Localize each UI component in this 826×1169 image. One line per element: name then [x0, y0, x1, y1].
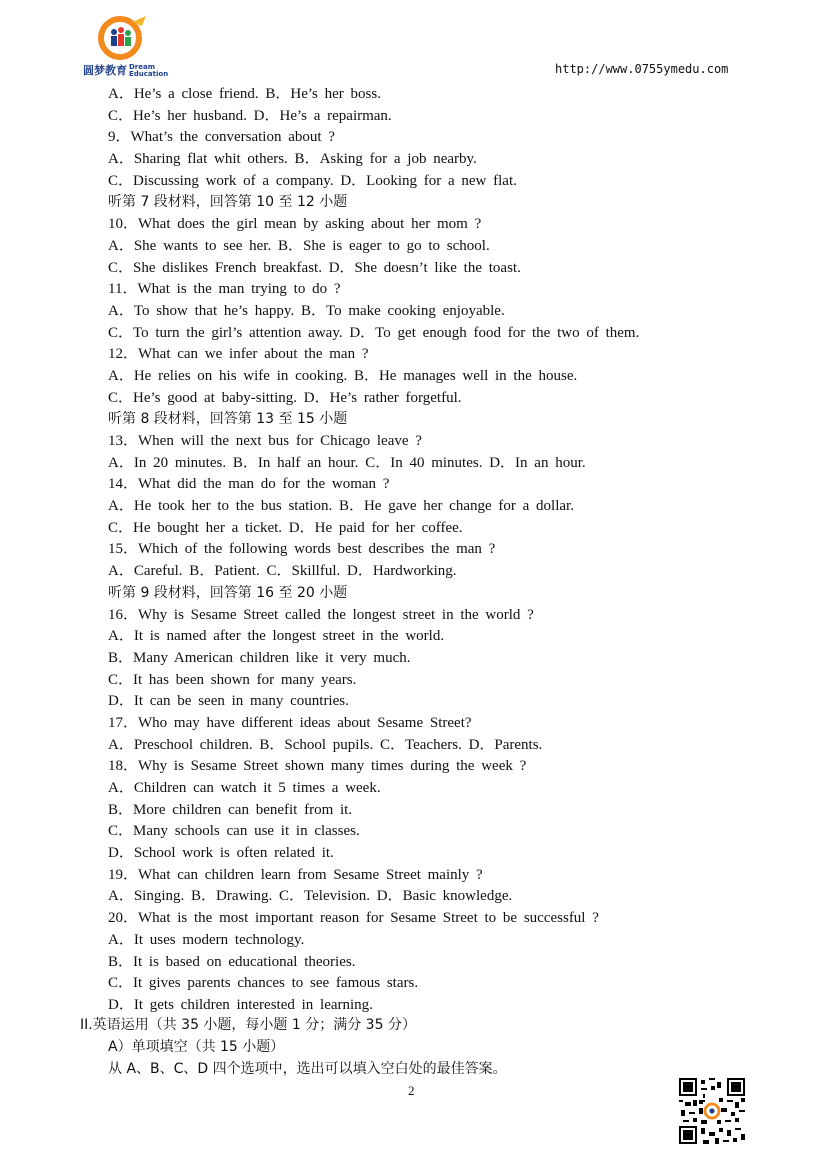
- question-line: 9．What’s the conversation about ?: [108, 129, 335, 146]
- question-line: 13．When will the next bus for Chicago leave ?: [108, 433, 422, 449]
- section-heading: II.英语运用（共 35 小题，每小题 1 分；满分 35 分）: [80, 1017, 416, 1033]
- question-line: A．He took her to the bus station. B．He gave her change for a dollar.: [108, 498, 574, 515]
- question-line: B．It is based on educational theories.: [108, 953, 356, 970]
- question-line: 19．What can children learn from Sesame Street mainly ?: [108, 866, 483, 883]
- question-line: C．It gives parents chances to see famous stars.: [108, 975, 419, 992]
- question-line: C．It has been shown for many years.: [108, 671, 357, 688]
- passage-instruction-line: 听第 7 段材料，回答第 10 至 12 小题: [108, 194, 348, 211]
- question-line: 11．What is the man trying to do ?: [108, 281, 341, 298]
- question-line: A．He’s a close friend. B．He’s her boss.: [108, 86, 381, 102]
- question-line: C．Many schools can use it in classes.: [108, 823, 360, 840]
- question-line: C．He’s good at baby-sitting. D．He’s rather forgetful.: [108, 389, 462, 406]
- question-line: 12．What can we infer about the man ?: [108, 346, 369, 363]
- question-line: 10．What does the girl mean by asking about her mom ?: [108, 216, 482, 233]
- question-line: D．It can be seen in many countries.: [108, 693, 349, 710]
- logo-caption: [83, 62, 168, 78]
- question-line: C．She dislikes French breakfast. D．She doesn’t like the toast.: [108, 259, 521, 276]
- passage-instruction-line: 听第 9 段材料，回答第 16 至 20 小题: [108, 584, 348, 601]
- question-line: B．Many American children like it very much.: [108, 649, 411, 666]
- logo-text: 圆梦教育: [83, 64, 127, 77]
- question-line: A．It uses modern technology.: [108, 931, 305, 948]
- question-line: 16．Why is Sesame Street called the longest street in the world ?: [108, 606, 534, 623]
- question-line: A．He relies on his wife in cooking. B．He manages well in the house.: [108, 367, 578, 384]
- question-line: A．Sharing flat whit others. B．Asking for a job nearby.: [108, 151, 477, 168]
- question-line: 14．What did the man do for the woman ?: [108, 476, 390, 493]
- question-line: C．He’s her husband. D．He’s a repairman.: [108, 107, 392, 124]
- question-line: B．More children can benefit from it.: [108, 801, 353, 818]
- question-line: 15．Which of the following words best describes the man ?: [108, 541, 496, 558]
- question-line: C．He bought her a ticket. D．He paid for her coffee.: [108, 519, 463, 536]
- question-line: A．Singing. B．Drawing. C．Television. D．Basic knowledge.: [108, 888, 513, 905]
- question-line: D．It gets children interested in learning.: [108, 996, 373, 1013]
- question-line: A．It is named after the longest street in the world.: [108, 628, 445, 645]
- question-line: C．To turn the girl’s attention away. D．To get enough food for the two of them.: [108, 324, 640, 341]
- question-line: 20．What is the most important reason for Sesame Street to be successful ?: [108, 910, 599, 927]
- question-line: A．Preschool children. B．School pupils. C．Teachers. D．Parents.: [108, 736, 543, 753]
- question-line: C．Discussing work of a company. D．Looking for a new flat.: [108, 172, 517, 189]
- page-number: 2: [408, 1083, 415, 1098]
- question-line: 17．Who may have different ideas about Sesame Street?: [108, 714, 472, 731]
- question-line: D．School work is often related it.: [108, 845, 334, 862]
- passage-instruction-line: 听第 8 段材料，回答第 13 至 15 小题: [108, 411, 348, 428]
- question-line: 18．Why is Sesame Street shown many times during the week ?: [108, 758, 527, 775]
- question-line: A．She wants to see her. B．She is eager to go to school.: [108, 237, 490, 254]
- logo-english: Dream Education: [129, 63, 169, 78]
- qr-code-icon: [679, 1078, 745, 1144]
- header-url: http://www.0755ymedu.com: [555, 62, 729, 76]
- instruction-text: 从 A、B、C、D 四个选项中，选出可以填入空白处的最佳答案。: [108, 1061, 507, 1077]
- question-list: [108, 84, 748, 1017]
- question-line: A．To show that he’s happy. B．To make cooking enjoyable.: [108, 302, 505, 319]
- subsection-heading: A）单项填空（共 15 小题）: [108, 1039, 285, 1055]
- question-line: A．Children can watch it 5 times a week.: [108, 780, 381, 796]
- question-line: A．Careful. B．Patient. C．Skillful. D．Hardworking.: [108, 563, 457, 580]
- question-line: A．In 20 minutes. B．In half an hour. C．In 40 minutes. D．In an hour.: [108, 454, 586, 471]
